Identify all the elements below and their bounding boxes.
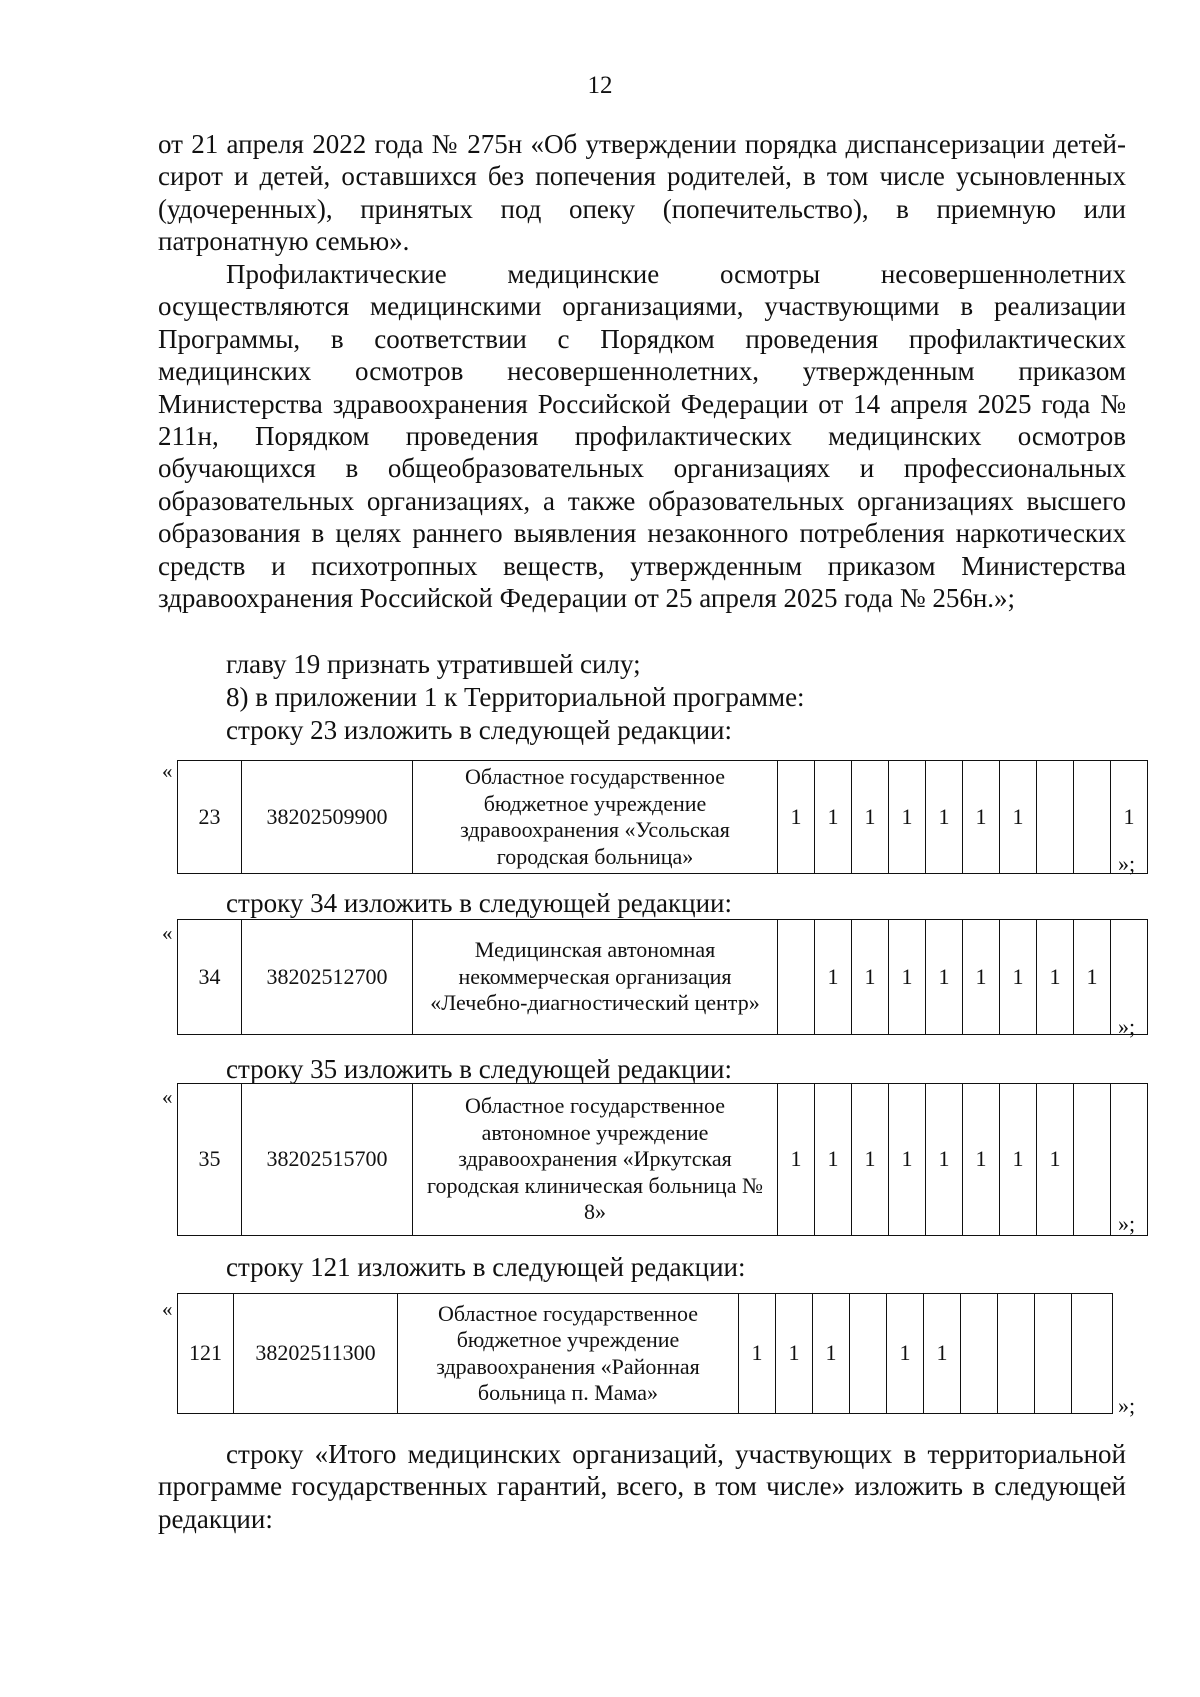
cell-flag: 1	[963, 920, 1000, 1035]
cell-row-number: 23	[178, 761, 242, 874]
cell-row-number: 34	[178, 920, 242, 1035]
cell-flag: 1	[926, 761, 963, 874]
cell-org-code: 38202515700	[242, 1084, 413, 1236]
page-number: 12	[587, 72, 613, 99]
cell-flag: 1	[1037, 920, 1074, 1035]
cell-flag: 1	[1000, 761, 1037, 874]
cell-flag: 1	[815, 920, 852, 1035]
cell-row-number: 35	[178, 1084, 242, 1236]
cell-flag: 1	[739, 1294, 776, 1414]
cell-org-code: 38202511300	[234, 1294, 398, 1414]
caption-row-35: строку 35 изложить в следующей редакции:	[226, 1054, 733, 1084]
caption-row-34: строку 34 изложить в следующей редакции:	[226, 888, 733, 918]
cell-flag	[778, 920, 815, 1035]
cell-flag: 1	[963, 1084, 1000, 1236]
cell-flag: 1	[852, 920, 889, 1035]
cell-flag: 1	[926, 920, 963, 1035]
quote-open-row-35: «	[162, 1085, 173, 1109]
cell-flag	[961, 1294, 998, 1414]
table-row-23	[177, 760, 1148, 874]
cell-flag: 1	[963, 761, 1000, 874]
cell-org-name: Областное государственное бюджетное учреждение здравоохранения «Усольская городская больница»	[413, 761, 778, 874]
cell-flag: 1	[778, 1084, 815, 1236]
cell-org-code: 38202512700	[242, 920, 413, 1035]
cell-flag	[1072, 1294, 1113, 1414]
quote-close-row-34: »;	[1118, 1014, 1136, 1039]
cell-flag	[1074, 761, 1111, 874]
paragraph-chapter-19: главу 19 признать утратившей силу;	[226, 649, 641, 679]
cell-flag: 1	[1000, 1084, 1037, 1236]
cell-flag: 1	[813, 1294, 850, 1414]
cell-flag: 1	[889, 1084, 926, 1236]
cell-flag: 1	[924, 1294, 961, 1414]
cell-flag: 1	[889, 761, 926, 874]
caption-row-121: строку 121 изложить в следующей редакции:	[226, 1252, 746, 1282]
paragraph-order-275n: от 21 апреля 2022 года № 275н «Об утверждении порядка диспансеризации детей-сирот и детей, оставшихся без попечения родителей, в том числе усыновленных (удочеренных), принятых под опеку (попечительство), в приемную или патронатную семью».	[158, 129, 1126, 257]
cell-flag: 1	[852, 1084, 889, 1236]
cell-flag: 1	[815, 761, 852, 874]
cell-flag: 1	[776, 1294, 813, 1414]
cell-flag: 1	[1111, 761, 1148, 874]
cell-org-name: Областное государственное бюджетное учреждение здравоохранения «Районная больница п. Мама»	[398, 1294, 739, 1414]
cell-flag	[1037, 761, 1074, 874]
cell-flag: 1	[1000, 920, 1037, 1035]
table-row-35	[177, 1083, 1148, 1236]
quote-open-row-121: «	[162, 1297, 173, 1321]
quote-close-row-23: »;	[1118, 851, 1136, 876]
cell-flag: 1	[852, 761, 889, 874]
cell-flag: 1	[815, 1084, 852, 1236]
caption-row-23: строку 23 изложить в следующей редакции:	[226, 715, 733, 745]
quote-open-row-23: «	[162, 759, 173, 783]
cell-flag: 1	[889, 920, 926, 1035]
cell-flag	[850, 1294, 887, 1414]
cell-flag	[1074, 1084, 1111, 1236]
cell-flag: 1	[1037, 1084, 1074, 1236]
paragraph-total-organizations: строку «Итого медицинских организаций, участвующих в территориальной программе государственных гарантий, всего, в том числе» изложить в следующей редакции:	[158, 1439, 1126, 1534]
cell-flag: 1	[1074, 920, 1111, 1035]
cell-flag	[998, 1294, 1035, 1414]
cell-org-code: 38202509900	[242, 761, 413, 874]
table-row-121	[177, 1293, 1113, 1414]
paragraph-item-8: 8) в приложении 1 к Территориальной программе:	[226, 682, 805, 712]
cell-org-name: Областное государственное автономное учреждение здравоохранения «Иркутская городская клиническая больница № 8»	[413, 1084, 778, 1236]
cell-org-name: Медицинская автономная некоммерческая организация «Лечебно-диагностический центр»	[413, 920, 778, 1035]
cell-flag: 1	[778, 761, 815, 874]
paragraph-preventive-exams: Профилактические медицинские осмотры несовершеннолетних осуществляются медицинскими организациями, участвующими в реализации Программы, в соответствии с Порядком проведения профилактических медицинских осмотров несовершеннолетних, утвержденным приказом Министерства здравоохранения Российской Федерации от 14 апреля 2025 года № 211н, Порядком проведения профилактических медицинских осмотров обучающихся в общеобразовательных организациях и профессиональных образовательных организациях, а также образовательных организациях высшего образования в целях раннего выявления незаконного потребления наркотических средств и психотропных веществ, утвержденным приказом Министерства здравоохранения Российской Федерации от 25 апреля 2025 года № 256н.»;	[158, 259, 1126, 614]
cell-row-number: 121	[178, 1294, 234, 1414]
quote-close-row-121: »;	[1118, 1393, 1136, 1418]
cell-flag: 1	[926, 1084, 963, 1236]
quote-open-row-34: «	[162, 921, 173, 945]
cell-flag: 1	[887, 1294, 924, 1414]
cell-flag	[1035, 1294, 1072, 1414]
table-row-34	[177, 919, 1148, 1035]
quote-close-row-35: »;	[1118, 1211, 1136, 1236]
